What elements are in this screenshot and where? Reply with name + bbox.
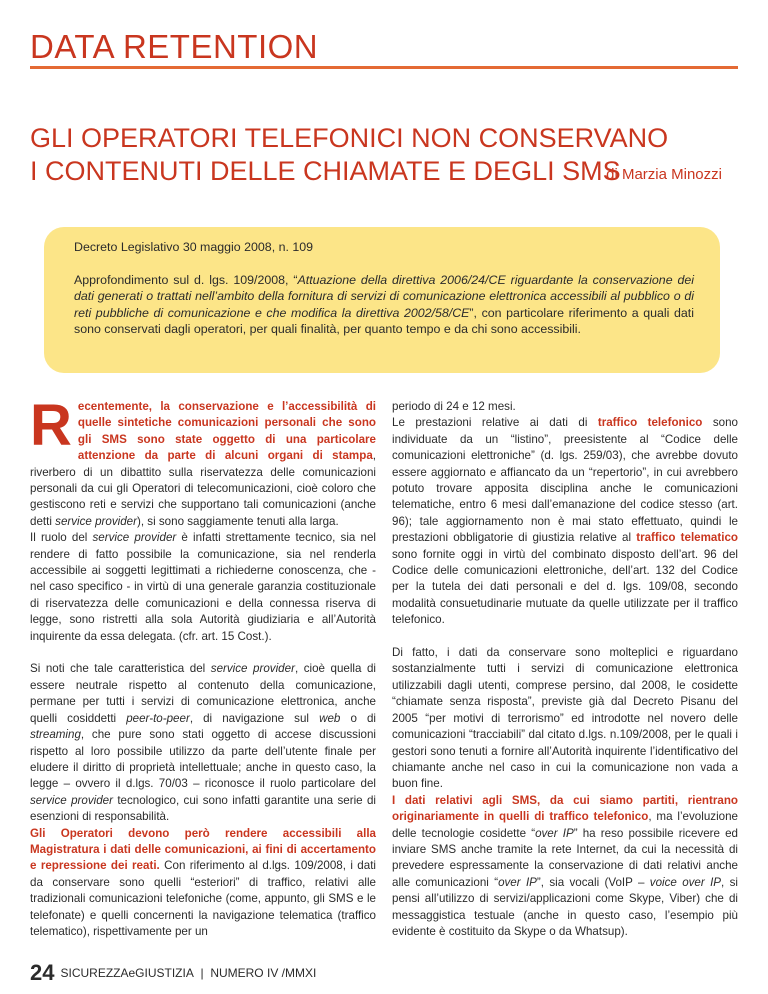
paragraph-sms: I dati relativi agli SMS, da cui siamo partiti, rientrano originariamente in quelli di traffico telefonico, ma l’evoluzione delle tecnologie cosidette “over IP” ha reso possibile ricevere ed inviare SMS anche tramite la rete Internet, da cui la necessità di prevedere espressamente la conservazione di dati relativi anche alle comunicazioni “over IP”, sia vocali (VoIP – voice over IP, si pensi all’utilizzo di servizi/applicazioni come Skype, Viber) che di messaggistica testuale (anche in questo caso, l’esempio più evidente è costituito da Skype o da Whatsup).	[392, 793, 738, 938]
page-number: 24	[30, 960, 55, 985]
drop-cap: R	[30, 393, 72, 458]
magazine-name: SICUREZZAeGIUSTIZIA	[60, 966, 194, 980]
paragraph-services: Le prestazioni relative ai dati di traffico telefonico sono individuate da un “listino”, preesistente al “Codice delle comunicazioni elettroniche” (d. lgs. 259/03), che avrebbe dovuto essere aggiornato e affiancato da un “repertorio”, in cui avrebbero potuto trovare apposita disciplina anche le comunicazioni telematiche, entro 6 mesi dall’emanazione del codice stesso (art. 96); tale aggiornamento non è mai stato effettuato, quindi le prestazioni obbligatorie di giustizia relative al traffico telematico sono fornite oggi in virtù del combinato disposto dell’art. 96 del Codice delle comunicazioni elettroniche, dell’art. 132 del Codice per la tutela dei dati personali e del d. lgs. 109/08, secondo modalità consuetudinarie mutuate da quelle utilizzate per il traffico telefonico.	[392, 416, 738, 627]
abstract-text: Approfondimento sul d. lgs. 109/2008, “Attuazione della direttiva 2006/24/CE riguardante la conservazione dei dati generati o trattati nell’ambito della fornitura di servizi di comunicazione elettronica accessibili al pubblico o di reti pubbliche di comunicazione e che modifica la direttiva 2002/58/CE”, con particolare riferimento a quali dati sono conservati dagli operatori, per quali finalità, per quanto tempo e da chi sono accessibili.	[74, 272, 695, 336]
paragraph-role: Il ruolo del service provider è infatti strettamente tecnico, sia nel rendere di fatto possibile la comunicazione, sia nel renderla accessibile ai soggetti legittimati a richiederne conoscenza, che - nel caso specifico - in virtù di una generale garanzia costituzionale di riservatezza delle comunicazioni e della connessa riserva di legge, sono ristretti alla sola Autorità giudiziaria e all’Autorità inquirente da essa delegata. (cfr. art. 15 Cost.).	[30, 531, 376, 643]
paragraph-gap	[392, 629, 738, 645]
highlight-telematic-traffic: traffico telematico	[636, 531, 738, 545]
paragraph-operators: Gli Operatori devono però rendere accessibili alla Magistratura i dati delle comunicazioni, ai fini di accertamento e repressione dei reati. Con riferimento al d.lgs. 109/2008, i dati da conservare sono quelli “esteriori” di traffico, relativi alle tradizionali comunicazioni telefoniche (come, appunto, gli SMS e le telefonate) e quelli concernenti la navigazione telematica (traffico telematico), rispettivamente per un	[30, 826, 376, 938]
decree-reference: Decreto Legislativo 30 maggio 2008, n. 109	[74, 240, 314, 254]
left-column	[30, 393, 376, 940]
paragraph-neutrality: Si noti che tale caratteristica del service provider, cioè quella di essere neutrale rispetto al contenuto della comunicazione, permane per tutti i servizi di comunicazione elettronica, anche quelli cosiddetti peer-to-peer, di navigazione sul web o di streaming, che pure sono stati oggetto di accese discussioni rispetto al loro possibile utilizzo da parte dell’utente finale per eludere il diritto di proprietà intellettuale; anche in questo caso, la legge – ovvero il d.lgs. 70/03 – riconosce il ruolo particolare del service provider tecnologico, cui sono infatti garantite una serie di esenzioni di responsabilità.	[30, 662, 376, 824]
right-column	[392, 399, 738, 940]
section-title: DATA RETENTION	[30, 28, 319, 65]
highlight-telephone-traffic: traffico telefonico	[597, 416, 703, 430]
headline-line-2: I CONTENUTI DELLE CHIAMATE E DEGLI SMS	[30, 156, 621, 186]
paragraph-gap	[30, 645, 376, 661]
paragraph-data-kept: Di fatto, i dati da conservare sono molteplici e riguardano sostanzialmente tutti i servizi di comunicazione elettronica utilizzabili dagli utenti, comprese persino, dal 2008, le cosidette “chiamate senza risposta”, previste già dal Decreto Pisanu del 2005 “per motivi di terrorismo” ed introdotte nel novero delle comunicazioni “tracciabili” dal citato d.lgs. n.109/2008, per le quali i gestori sono tenuti a fornire all’Autorità inquirente l’identificativo del chiamante anche nel caso in cui la comunicazione non vada a buon fine.	[392, 646, 738, 791]
highlight-operators: Gli Operatori devono però rendere accessibili alla Magistratura i dati delle comunicazioni, ai fini di accertamento e repressione dei reati.	[30, 826, 376, 873]
headline-line-1: GLI OPERATORI TELEFONICI NON CONSERVANO	[30, 123, 669, 153]
issue-label: NUMERO IV /MMXI	[210, 966, 317, 980]
directive-title: Attuazione della direttiva 2006/24/CE riguardante la conservazione dei dati generati o trattati nell’ambito della fornitura di servizi di comunicazione elettronica accessibili al pubblico o di reti pubbliche di comunicazione e che modifica la direttiva 2002/58/CE	[74, 272, 695, 320]
footer-separator: |	[200, 966, 204, 980]
author-byline: di Marzia Minozzi	[606, 166, 722, 183]
paragraph-intro: Recentemente, la conservazione e l’accessibilità di quelle sintetiche comunicazioni personali che sono gli SMS sono state oggetto di una particolare attenzione da parte di alcuni organi di stampa, riverbero di un dibattito sulla riservatezza delle comunicazioni personali da cui gli Operatori di telecomunicazioni, cioè coloro che gestiscono reti e servizi che supportano tali comunicazioni (anche detti service provider), si sono saggiamente tenuti alla larga.	[30, 393, 376, 528]
lead-text: ecentemente, la conservazione e l’accessibilità di quelle sintetiche comunicazioni personali che sono gli SMS sono state oggetto di una particolare attenzione da parte di alcuni organi di stampa	[77, 400, 376, 463]
paragraph-period: periodo di 24 e 12 mesi.	[392, 400, 516, 413]
abstract-box	[44, 227, 720, 373]
page-footer	[30, 960, 316, 986]
section-divider	[30, 66, 738, 69]
highlight-sms: I dati relativi agli SMS, da cui siamo partiti, rientrano originariamente in quelli di traffico telefonico	[392, 793, 738, 824]
